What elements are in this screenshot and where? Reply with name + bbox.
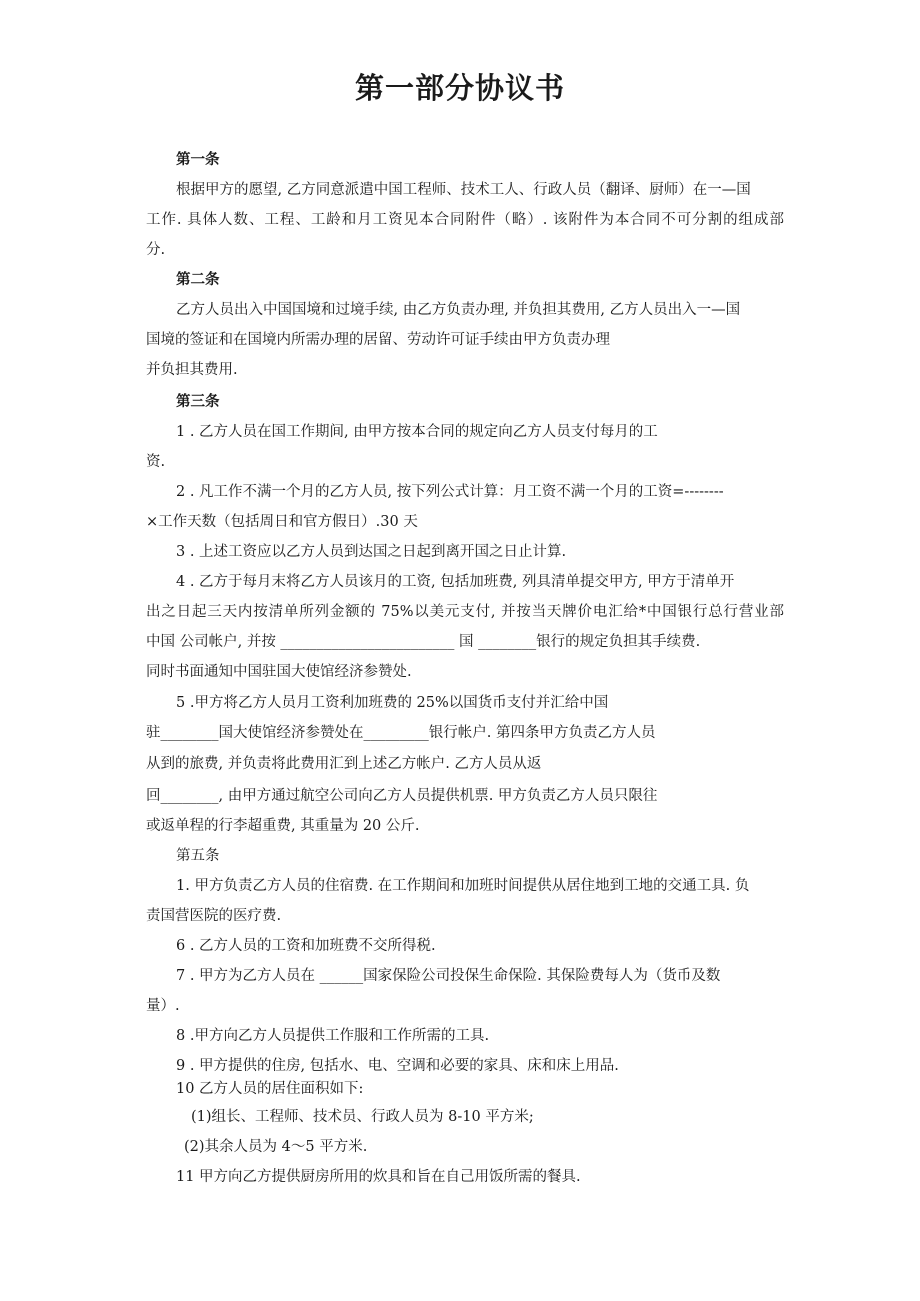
paragraph-line: 国境的签证和在国境内所需办理的居留、劳动许可证手续由甲方负责办理: [146, 332, 610, 348]
paragraph-line: 4 . 乙方于每月末将乙方人员该月的工资, 包括加班费, 列具清单提交甲方, 甲方于清单开: [176, 574, 735, 590]
paragraph-line: 或返单程的行李超重费, 其重量为 20 公斤.: [146, 818, 420, 834]
article-2-heading: 第二条: [176, 271, 220, 288]
paragraph-line: 2 . 凡工作不满一个月的乙方人员, 按下列公式计算：月工资不满一个月的工资=--------: [176, 484, 724, 500]
paragraph-line: 根据甲方的愿望, 乙方同意派遣中国工程师、技术工人、行政人员（翻译、厨师）在一—国: [176, 182, 751, 198]
paragraph-line: 资.: [146, 454, 166, 470]
paragraph-line: 量）.: [146, 998, 180, 1014]
paragraph-line: 3 . 上述工资应以乙方人员到达国之日起到离开国之日止计算.: [176, 544, 567, 560]
paragraph-line: (2)其余人员为 4～5 平方米.: [184, 1139, 368, 1155]
paragraph-line: 同时书面通知中国驻国大使馆经济参赞处.: [146, 664, 412, 680]
paragraph-line: 7 . 甲方为乙方人员在 ______国家保险公司投保生命保险. 其保险费每人为（货币及数: [176, 968, 721, 984]
paragraph-line: 出之日起三天内按清单所列金额的 75%以美元支付, 并按当天牌价电汇给*中国银行总行营业部: [146, 604, 784, 620]
paragraph-line: 6 . 乙方人员的工资和加班费不交所得税.: [176, 938, 436, 954]
paragraph-line: 工作. 具体人数、工程、工龄和月工资见本合同附件（略）. 该附件为本合同不可分割的组成部: [146, 212, 784, 228]
paragraph-line: 回________, 由甲方通过航空公司向乙方人员提供机票. 甲方负责乙方人员只限往: [146, 788, 658, 804]
paragraph-line: 5 .甲方将乙方人员月工资利加班费的 25%以国货币支付并汇给中国: [176, 695, 609, 711]
paragraph-line: 11 甲方向乙方提供厨房所用的炊具和旨在自己用饭所需的餐具.: [176, 1169, 581, 1185]
paragraph-line: (1)组长、工程师、技术员、行政人员为 8-10 平方米;: [191, 1109, 534, 1125]
paragraph-line: 责国营医院的医疗费.: [146, 908, 282, 924]
paragraph-line: 驻________国大使馆经济参赞处在_________银行帐户. 第四条甲方负责乙方人员: [146, 725, 656, 741]
paragraph-line: 1 . 乙方人员在国工作期间, 由甲方按本合同的规定向乙方人员支付每月的工: [176, 424, 658, 440]
paragraph-line: ×工作天数（包括周日和官方假日）.30 天: [146, 514, 418, 530]
article-5-heading: 第五条: [176, 848, 220, 864]
paragraph-line: 1. 甲方负责乙方人员的住宿费. 在工作期间和加班时间提供从居住地到工地的交通工具. 负: [176, 878, 750, 894]
paragraph-line: 并负担其费用.: [146, 362, 238, 378]
article-1-heading: 第一条: [176, 151, 220, 168]
paragraph-line: 8 .甲方向乙方人员提供工作服和工作所需的工具.: [176, 1028, 490, 1044]
page-title: 第一部分协议书: [354, 71, 565, 105]
article-3-heading: 第三条: [176, 393, 220, 410]
paragraph-line: 中国 公司帐户, 并按 ________________________ 国 ________银行的规定负担其手续费.: [146, 634, 701, 650]
paragraph-line: 从到的旅费, 并负责将此费用汇到上述乙方帐户. 乙方人员从返: [146, 756, 542, 772]
paragraph-line: 乙方人员出入中国国境和过境手续, 由乙方负责办理, 并负担其费用, 乙方人员出入一—国: [176, 302, 741, 318]
paragraph-line: 9 . 甲方提供的住房, 包括水、电、空调和必要的家具、床和床上用品.: [176, 1058, 619, 1074]
paragraph-line: 分.: [146, 242, 166, 258]
paragraph-line: 10 乙方人员的居住面积如下:: [176, 1081, 364, 1097]
